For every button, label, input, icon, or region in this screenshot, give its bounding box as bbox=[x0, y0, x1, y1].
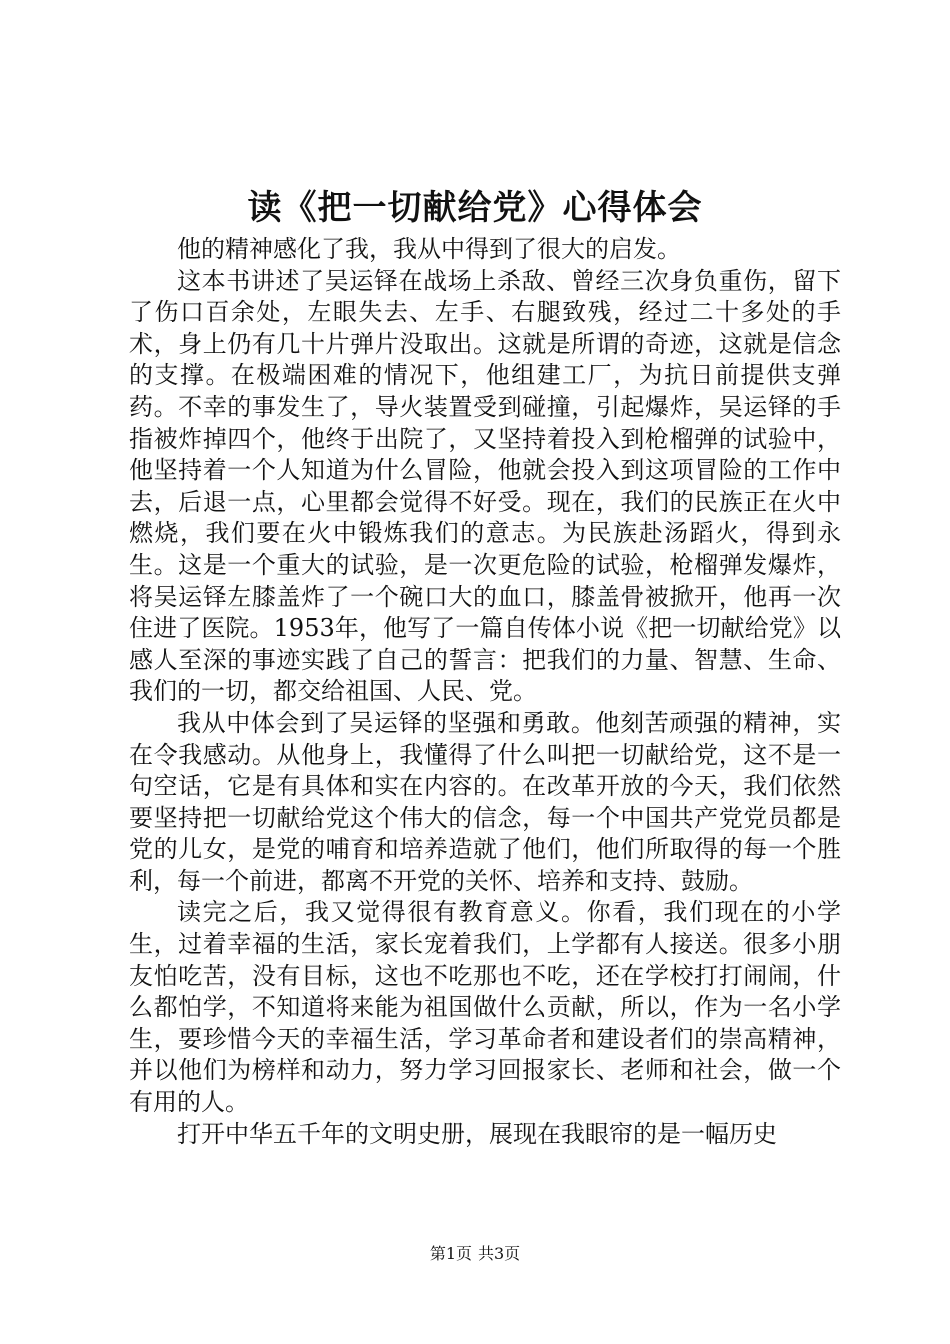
paragraph-1: 他的精神感化了我，我从中得到了很大的启发。 bbox=[177, 235, 681, 263]
page-number-current: 第1页 bbox=[429, 1244, 472, 1263]
document-body bbox=[129, 234, 841, 1150]
paragraph-3: 我从中体会到了吴运铎的坚强和勇敢。他刻苦顽强的精神，实在令我感动。从他身上，我懂得了什么叫把一切献给党，这不是一句空话，它是有具体和实在内容的。在改革开放的今天，我们依然要坚持把一切献给党这个伟大的信念，每一个中国共产党党员都是党的儿女，是党的哺育和培养造就了他们，他们所取得的每一个胜利，每一个前进，都离不开党的关怀、培养和支持、鼓励。 bbox=[129, 708, 841, 895]
page-footer bbox=[0, 1243, 950, 1265]
paragraph-5: 打开中华五千年的文明史册，展现在我眼帘的是一幅历史 bbox=[177, 1119, 777, 1148]
document-title: 读《把一切献给党》心得体会 bbox=[247, 188, 703, 228]
paragraph-2: 这本书讲述了吴运铎在战场上杀敌、曾经三次身负重伤，留下了伤口百余处，左眼失去、左手、右腿致残，经过二十多处的手术，身上仍有几十片弹片没取出。这就是所谓的奇迹，这就是信念的支撑。在极端困难的情况下，他组建工厂，为抗日前提供支弹药。不幸的事发生了，导火装置受到碰撞，引起爆炸，吴运铎的手指被炸掉四个，他终于出院了，又坚持着投入到枪榴弹的试验中，他坚持着一个人知道为什么冒险，他就会投入到这项冒险的工作中去，后退一点，心里都会觉得不好受。现在，我们的民族正在火中燃烧，我们要在火中锻炼我们的意志。为民族赴汤蹈火，得到永生。这是一个重大的试验，是一次更危险的试验，枪榴弹发爆炸，将吴运铎左膝盖炸了一个碗口大的血口，膝盖骨被掀开，他再一次住进了医院。1953年，他写了一篇自传体小说《把一切献给党》以感人至深的事迹实践了自己的誓言：把我们的力量、智慧、生命、我们的一切，都交给祖国、人民、党。 bbox=[129, 266, 841, 706]
page-number-total: 共3页 bbox=[478, 1244, 521, 1263]
paragraph-4: 读完之后，我又觉得很有教育意义。你看，我们现在的小学生，过着幸福的生活，家长宠着我们，上学都有人接送。很多小朋友怕吃苦，没有目标，这也不吃那也不吃，还在学校打打闹闹，什么都怕学，不知道将来能为祖国做什么贡献，所以，作为一名小学生，要珍惜今天的幸福生活，学习革命者和建设者们的崇高精神，并以他们为榜样和动力，努力学习回报家长、老师和社会，做一个有用的人。 bbox=[129, 898, 841, 1117]
